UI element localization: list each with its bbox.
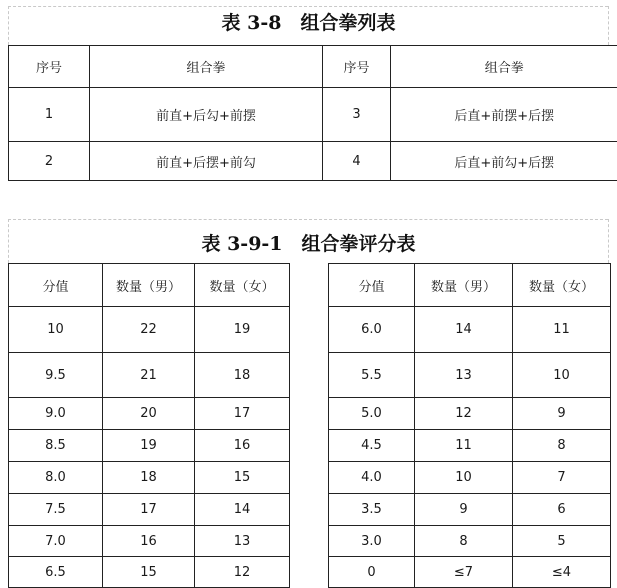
table-row: [9, 462, 611, 494]
header-cell-combo: 组合拳: [391, 46, 617, 88]
table-cell: 15: [103, 557, 195, 588]
table-cell: 5.5: [329, 353, 415, 398]
table-row: [9, 398, 611, 430]
table-cell: 15: [195, 462, 290, 494]
table-cell: ≤7: [415, 557, 513, 588]
table-cell: 5: [513, 526, 611, 557]
table-cell: 11: [513, 307, 611, 353]
table-cell: 8.5: [9, 430, 103, 462]
table-cell: 13: [415, 353, 513, 398]
table-cell: 前直+后摆+前勾: [90, 142, 323, 181]
table-cell: 5.0: [329, 398, 415, 430]
table-cell: 2: [9, 142, 90, 181]
column-gap: [290, 494, 329, 526]
table-row: [9, 526, 611, 557]
table-cell: 9.5: [9, 353, 103, 398]
table-row: [9, 494, 611, 526]
header-cell: 分值: [9, 264, 103, 307]
header-cell-combo: 组合拳: [90, 46, 323, 88]
table-cell: 8: [415, 526, 513, 557]
table-cell: 0: [329, 557, 415, 588]
table-cell: 12: [195, 557, 290, 588]
header-cell-index: 序号: [323, 46, 391, 88]
combo-scoring-table: [8, 263, 611, 588]
table-cell: 19: [103, 430, 195, 462]
table-cell: 后直+前勾+后摆: [391, 142, 617, 181]
table-cell: 4: [323, 142, 391, 181]
table-cell: 18: [195, 353, 290, 398]
table-cell: 22: [103, 307, 195, 353]
table-cell: 16: [103, 526, 195, 557]
table-cell: 7: [513, 462, 611, 494]
table-cell: 17: [195, 398, 290, 430]
combo-list-table: [8, 45, 617, 181]
column-gap: [290, 264, 329, 307]
table-cell: 17: [103, 494, 195, 526]
table-row: [9, 353, 611, 398]
column-gap: [290, 430, 329, 462]
table-cell: 12: [415, 398, 513, 430]
table-cell: 10: [415, 462, 513, 494]
table-cell: 3: [323, 88, 391, 142]
table-cell: 10: [9, 307, 103, 353]
table-row: [9, 88, 617, 142]
column-gap: [290, 307, 329, 353]
table-row: [9, 557, 611, 588]
column-gap: [290, 462, 329, 494]
table-cell: 11: [415, 430, 513, 462]
header-cell: 数量（女）: [195, 264, 290, 307]
table-cell: 18: [103, 462, 195, 494]
table-cell: 8: [513, 430, 611, 462]
table-header-row: [9, 264, 611, 307]
header-cell: 数量（女）: [513, 264, 611, 307]
table-cell: 14: [415, 307, 513, 353]
table-cell: 9: [415, 494, 513, 526]
table-row: [9, 430, 611, 462]
table-cell: 14: [195, 494, 290, 526]
table-cell: 9.0: [9, 398, 103, 430]
table-cell: 6.5: [9, 557, 103, 588]
table-cell: 3.0: [329, 526, 415, 557]
table-cell: 13: [195, 526, 290, 557]
table-cell: 6.0: [329, 307, 415, 353]
table-cell: 19: [195, 307, 290, 353]
header-cell: 数量（男）: [415, 264, 513, 307]
table-cell: 1: [9, 88, 90, 142]
table-cell: 7.0: [9, 526, 103, 557]
table-row: [9, 142, 617, 181]
frame-top-rule: [8, 219, 608, 220]
frame-top-rule: [8, 6, 608, 7]
table-cell: 6: [513, 494, 611, 526]
table-cell: 前直+后勾+前摆: [90, 88, 323, 142]
table-cell: 8.0: [9, 462, 103, 494]
table-cell: 10: [513, 353, 611, 398]
table-cell: 4.0: [329, 462, 415, 494]
table-row: [9, 307, 611, 353]
table-cell: 16: [195, 430, 290, 462]
table-header-row: [9, 46, 617, 88]
table-cell: 3.5: [329, 494, 415, 526]
table-cell: 后直+前摆+后摆: [391, 88, 617, 142]
header-cell-index: 序号: [9, 46, 90, 88]
header-cell: 分值: [329, 264, 415, 307]
table1-title: 表 3-8 组合拳列表: [0, 8, 617, 35]
table-cell: 7.5: [9, 494, 103, 526]
header-cell: 数量（男）: [103, 264, 195, 307]
table-cell: 9: [513, 398, 611, 430]
column-gap: [290, 398, 329, 430]
table-cell: ≤4: [513, 557, 611, 588]
column-gap: [290, 353, 329, 398]
table-cell: 20: [103, 398, 195, 430]
column-gap: [290, 557, 329, 588]
table2-title: 表 3-9-1 组合拳评分表: [0, 229, 617, 256]
table-cell: 4.5: [329, 430, 415, 462]
column-gap: [290, 526, 329, 557]
table-cell: 21: [103, 353, 195, 398]
